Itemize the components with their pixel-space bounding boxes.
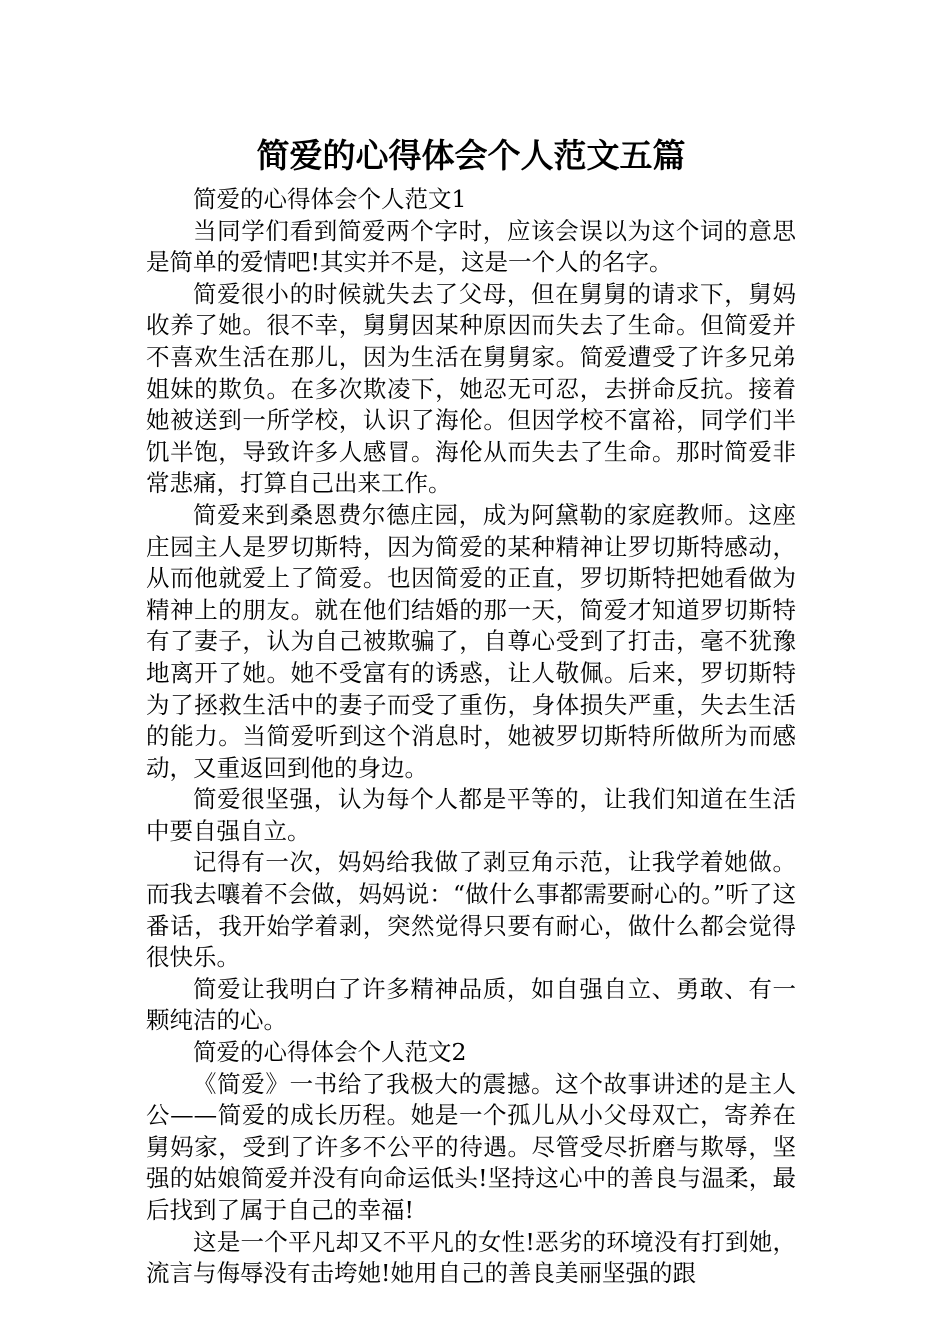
- paragraph: 记得有一次，妈妈给我做了剥豆角示范，让我学着她做。而我去嚷着不会做，妈妈说：“做什么事都需要耐心的。”听了这番话，我开始学着剥，突然觉得只要有耐心，做什么都会觉得很快乐。: [146, 848, 796, 972]
- document-page: [146, 128, 796, 1290]
- paragraph: 这是一个平凡却又不平凡的女性!恶劣的环境没有打到她，流言与侮辱没有击垮她!她用自己的善良美丽坚强的跟: [146, 1227, 796, 1288]
- paragraph: 简爱来到桑恩费尔德庄园，成为阿黛勒的家庭教师。这座庄园主人是罗切斯特，因为简爱的某种精神让罗切斯特感动，从而他就爱上了简爱。也因简爱的正直，罗切斯特把她看做为精神上的朋友。就在他们结婚的那一天，简爱才知道罗切斯特有了妻子，认为自己被欺骗了，自尊心受到了打击，毫不犹豫地离开了她。她不受富有的诱惑，让人敬佩。后来，罗切斯特为了拯救生活中的妻子而受了重伤，身体损失严重，失去生活的能力。当简爱听到这个消息时，她被罗切斯特所做所为而感动，又重返回到他的身边。: [146, 500, 796, 782]
- document-title: 简爱的心得体会个人范文五篇: [256, 136, 686, 175]
- paragraph: 《简爱》一书给了我极大的震撼。这个故事讲述的是主人公——简爱的成长历程。她是一个孤儿从小父母双亡，寄养在舅妈家，受到了许多不公平的待遇。尽管受尽折磨与欺辱，坚强的姑娘简爱并没有向命运低头!坚持这心中的善良与温柔，最后找到了属于自己的幸福!: [146, 1069, 796, 1224]
- section-heading-2: 简爱的心得体会个人范文2: [193, 1038, 467, 1067]
- paragraph: 简爱让我明白了许多精神品质，如自强自立、勇敢、有一颗纯洁的心。: [146, 974, 796, 1035]
- paragraph: 简爱很小的时候就失去了父母，但在舅舅的请求下，舅妈收养了她。很不幸，舅舅因某种原因而失去了生命。但简爱并不喜欢生活在那儿，因为生活在舅舅家。简爱遭受了许多兄弟姐妹的欺负。在多次欺凌下，她忍无可忍，去拼命反抗。接着她被送到一所学校，认识了海伦。但因学校不富裕，同学们半饥半饱，导致许多人感冒。海伦从而失去了生命。那时简爱非常悲痛，打算自己出来工作。: [146, 279, 796, 498]
- section-heading-1: 简爱的心得体会个人范文1: [193, 185, 467, 213]
- paragraph: 简爱很坚强，认为每个人都是平等的，让我们知道在生活中要自强自立。: [146, 785, 796, 845]
- paragraph: 当同学们看到简爱两个字时，应该会误以为这个词的意思是简单的爱情吧!其实并不是，这是一个人的名字。: [146, 216, 796, 277]
